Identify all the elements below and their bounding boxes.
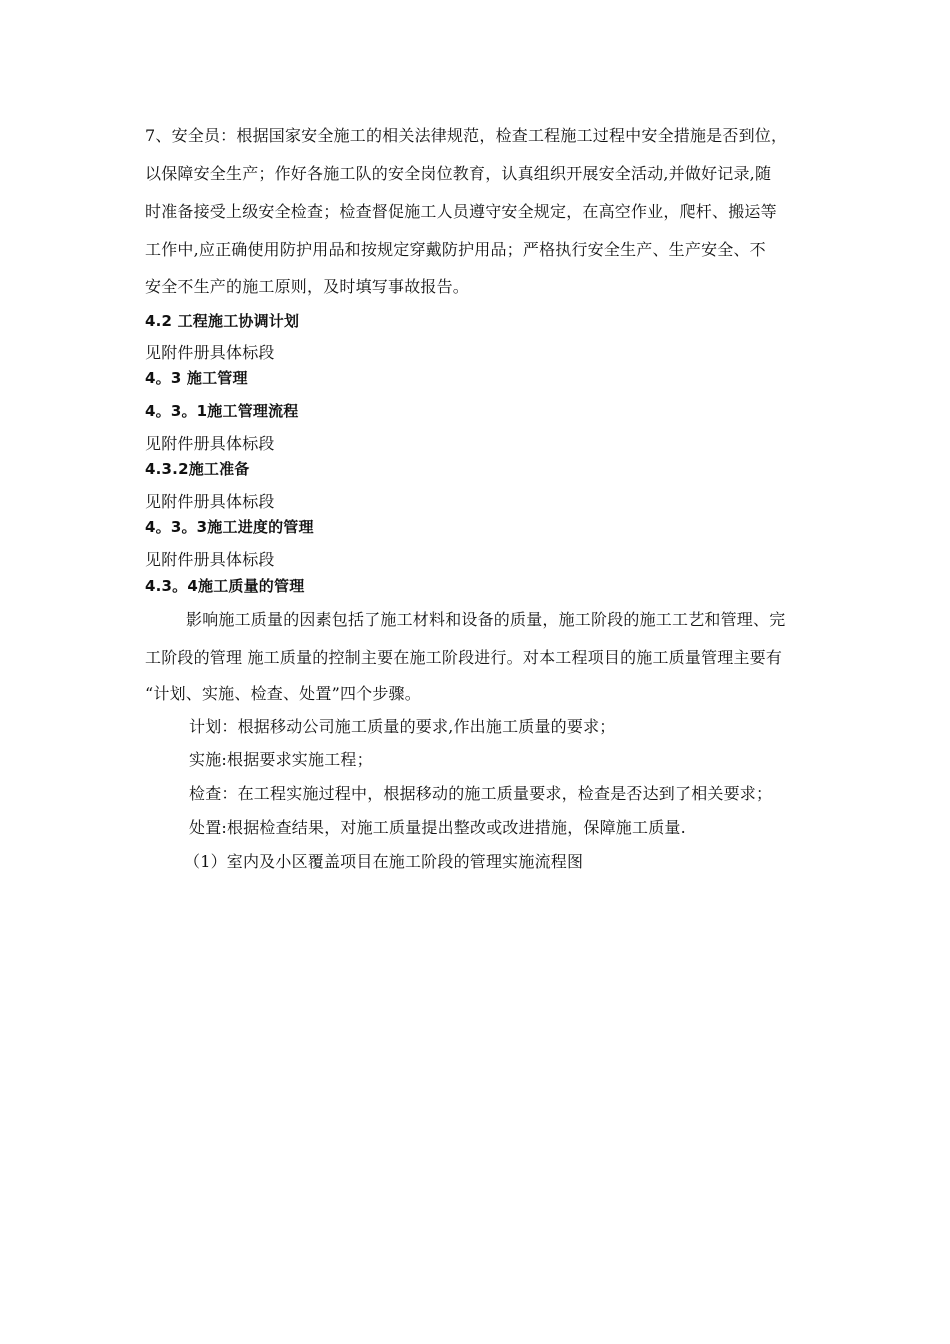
step-do: 实施:根据要求实施工程； bbox=[189, 750, 373, 769]
section-text-4-2: 见附件册具体标段 bbox=[145, 343, 275, 362]
section-text-4-3-3: 见附件册具体标段 bbox=[145, 550, 275, 569]
safety-paragraph-line: 工作中,应正确使用防护用品和按规定穿戴防护用品；严格执行安全生产、生产安全、不 bbox=[145, 240, 766, 259]
section-heading-4-3-1: 4。3。1施工管理流程 bbox=[145, 402, 299, 420]
safety-paragraph-line: 时准备接受上级安全检查；检查督促施工人员遵守安全规定，在高空作业，爬杆、搬运等 bbox=[145, 202, 777, 221]
section-heading-4-3-2: 4.3.2施工准备 bbox=[145, 460, 250, 478]
quality-paragraph-line: 影响施工质量的因素包括了施工材料和设备的质量，施工阶段的施工工艺和管理、完 bbox=[186, 610, 786, 629]
quality-paragraph-line: 工阶段的管理 施工质量的控制主要在施工阶段进行。对本工程项目的施工质量管理主要有 bbox=[145, 648, 783, 667]
figure-caption: （1）室内及小区覆盖项目在施工阶段的管理实施流程图 bbox=[184, 852, 584, 871]
section-text-4-3-2: 见附件册具体标段 bbox=[145, 492, 275, 511]
safety-paragraph-line: 以保障安全生产；作好各施工队的安全岗位教育，认真组织开展安全活动,并做好记录,随 bbox=[145, 164, 772, 183]
step-plan: 计划：根据移动公司施工质量的要求,作出施工质量的要求； bbox=[189, 717, 616, 736]
section-heading-4-3-3: 4。3。3施工进度的管理 bbox=[145, 518, 314, 536]
quality-paragraph-line: “计划、实施、检查、处置”四个步骤。 bbox=[145, 684, 421, 703]
section-text-4-3-1: 见附件册具体标段 bbox=[145, 434, 275, 453]
section-heading-4-2: 4.2 工程施工协调计划 bbox=[145, 312, 300, 330]
safety-paragraph-line: 7、安全员：根据国家安全施工的相关法律规范，检查工程施工过程中安全措施是否到位， bbox=[145, 126, 788, 145]
safety-paragraph-line: 安全不生产的施工原则，及时填写事故报告。 bbox=[145, 277, 470, 296]
step-act: 处置:根据检查结果，对施工质量提出整改或改进措施，保障施工质量. bbox=[189, 818, 686, 837]
step-check: 检查：在工程实施过程中，根据移动的施工质量要求，检查是否达到了相关要求； bbox=[189, 784, 773, 803]
section-heading-4-3: 4。3 施工管理 bbox=[145, 369, 248, 387]
section-heading-4-3-4: 4.3。4施工质量的管理 bbox=[145, 577, 305, 595]
